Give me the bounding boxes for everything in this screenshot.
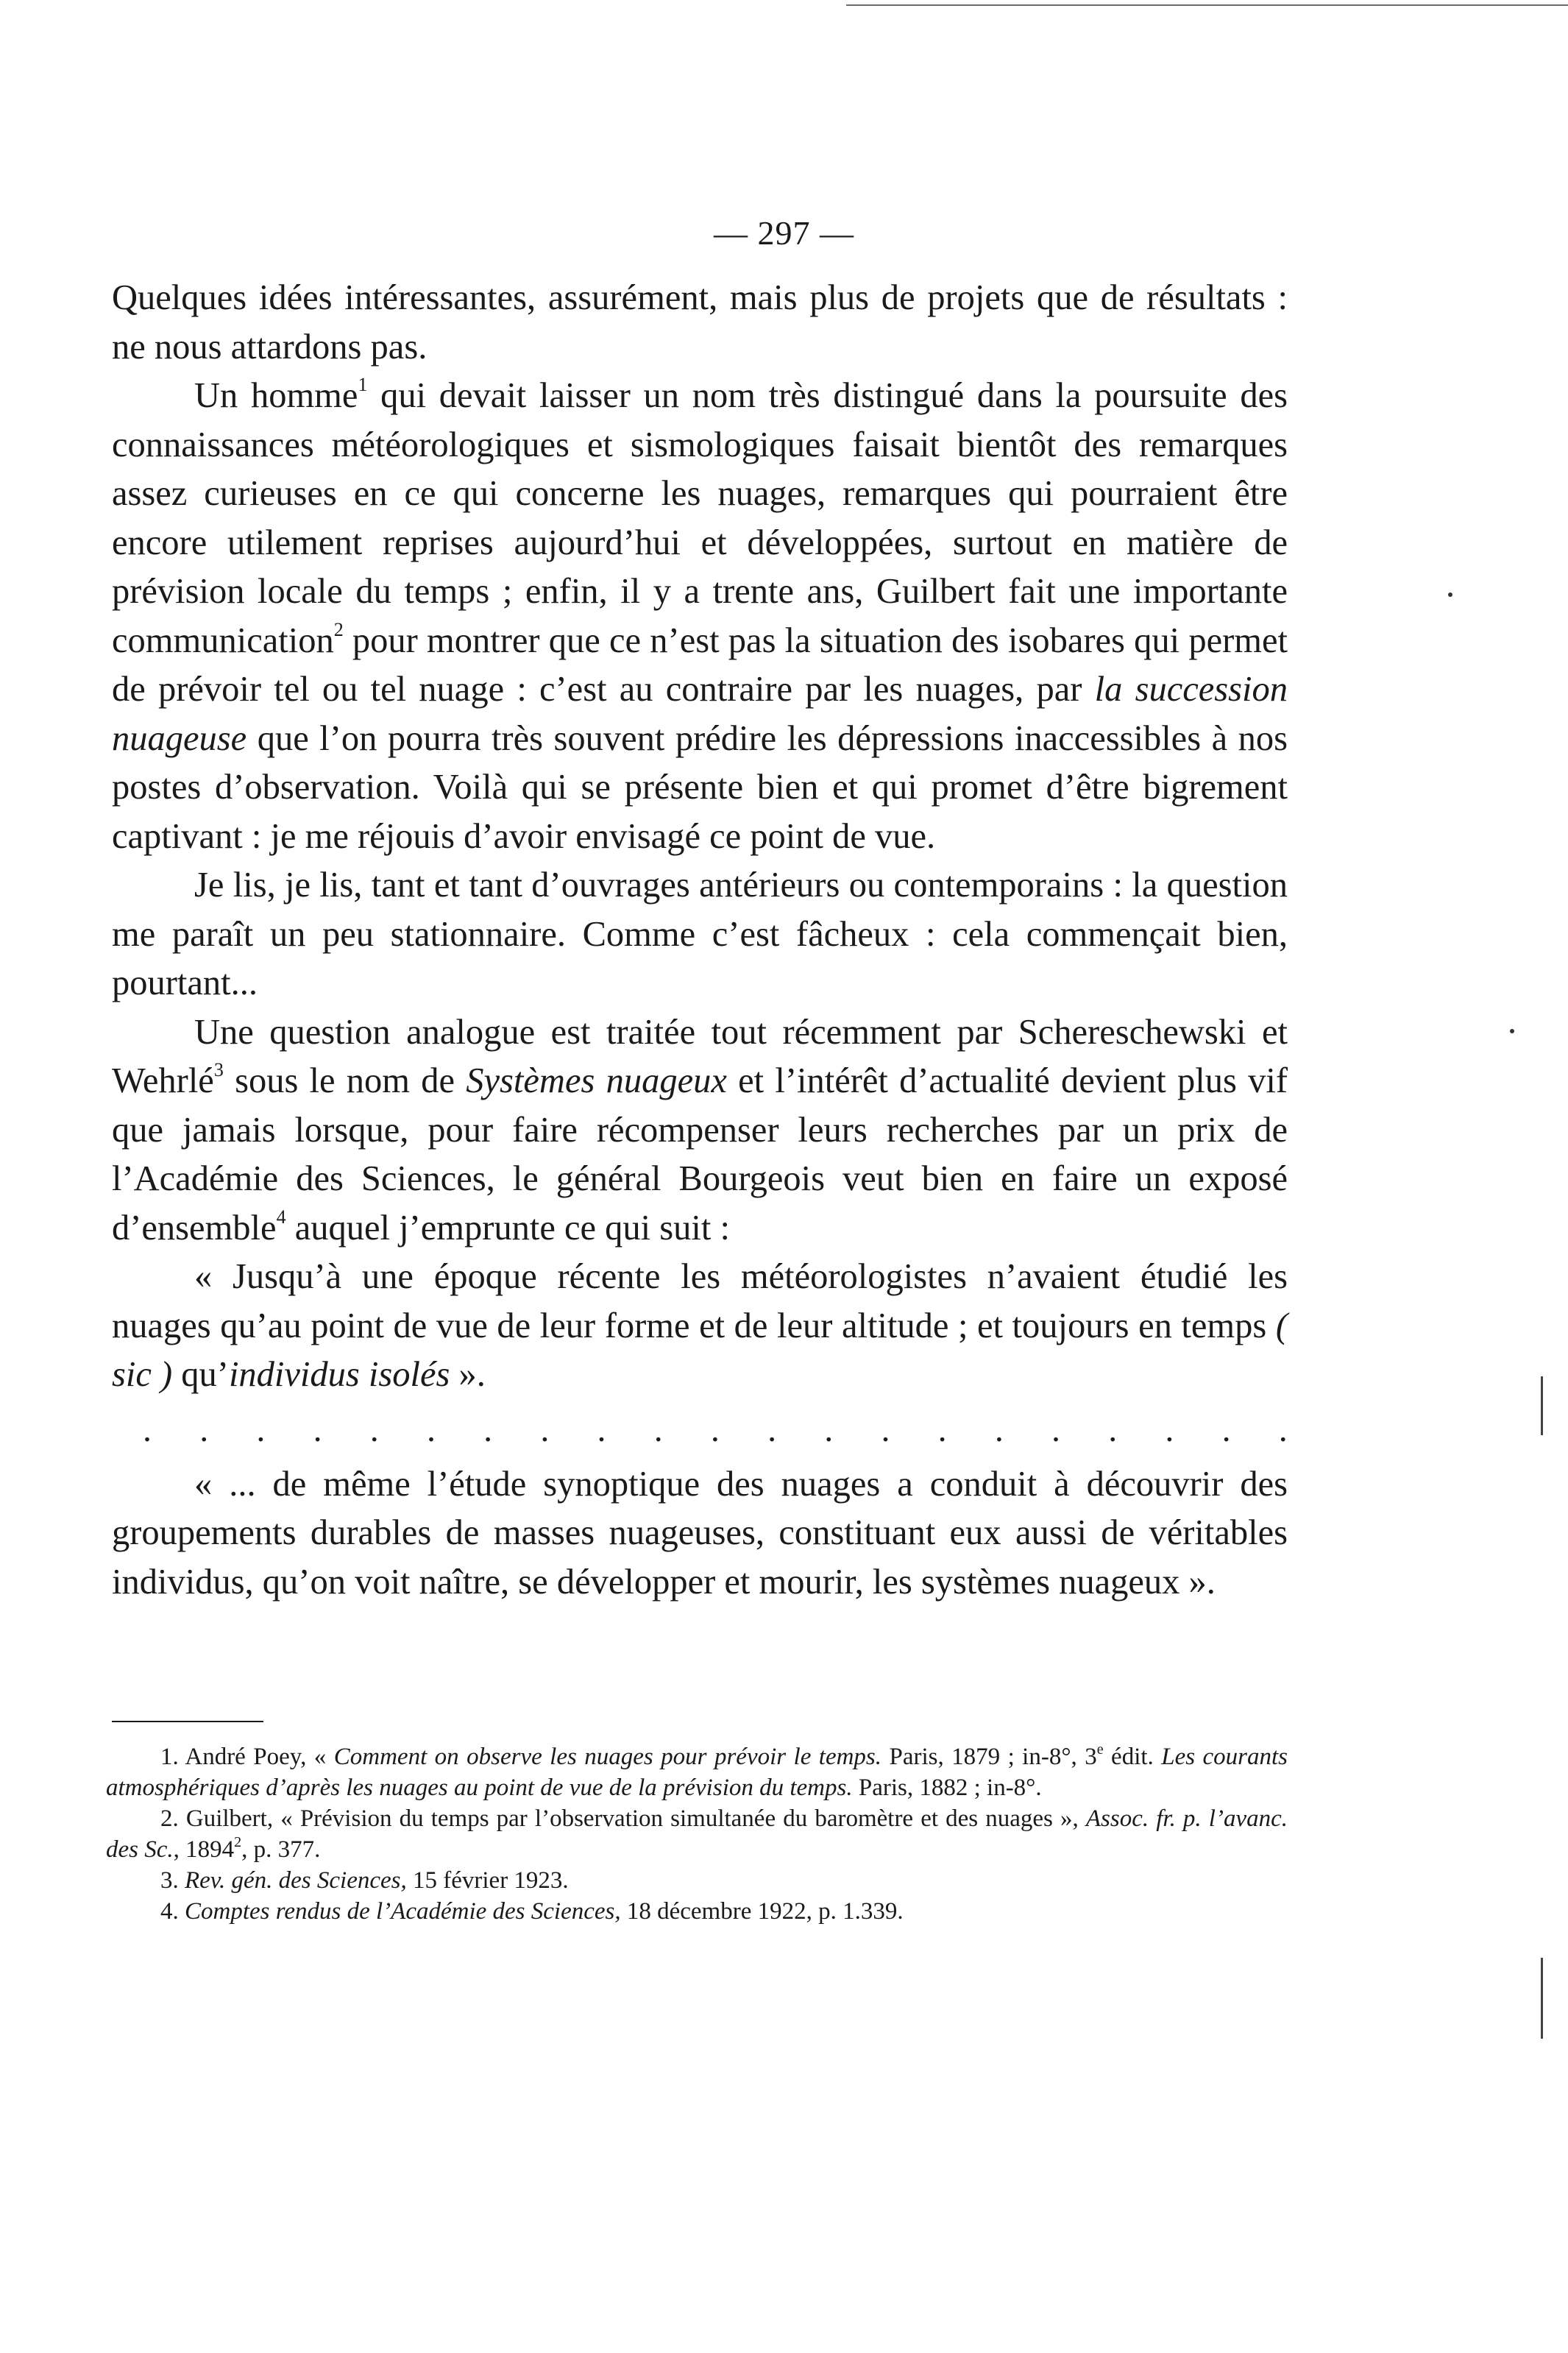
body-text <box>112 274 1288 1607</box>
scan-speck <box>1448 592 1452 597</box>
paragraph-2: Un homme$^1$ qui devait laisser un nom très distingué dans la poursuite des connaissances météorologiques et sismologiques faisait bientôt des remarques assez curieuses en ce qui concerne les nuages, remarques qui pourraient être encore utilement reprises aujourd’hui et développées, surtout en matière de prévision locale du temps ; enfin, il y a trente ans, Guilbert fait une importante communication$^2$ pour montrer que ce n’est pas la situation des isobares qui permet de prévoir tel ou tel nuage : c’est au contraire par les nuages, par la succession nuageuse que l’on pourra très souvent prédire les dépressions inaccessibles à nos postes d’observation. Voilà qui se présente bien et qui promet d’être bigrement captivant : je me réjouis d’avoir envisagé ce point de vue. <box>112 374 1288 856</box>
ellipsis-dots: . . . . . . . . . . . . . . . . . . . . . <box>143 1409 1288 1449</box>
footnote-ref-1[interactable]: 1 <box>358 374 368 395</box>
footnotes <box>106 1741 1288 1927</box>
footnote-1: 1. André Poey, « Comment on observe les nuages pour prévoir le temps. Paris, 1879 ; in-8°, 3e édit. Les courants atmosphériques d’après les nuages au point de vue de la prévision du temps. Paris, 1882 ; in-8°. <box>106 1741 1288 1801</box>
quote-1: « Jusqu’à une époque récente les météorologistes n’avaient étudié les nuages qu’au point de vue de leur forme et de leur altitude ; et toujours en temps ( sic ) qu’individus isolés ». <box>112 1257 1288 1394</box>
paragraph-1: Quelques idées intéressantes, assurément, mais plus de projets que de résultats : ne nous attardons pas. <box>112 278 1288 367</box>
scan-speck <box>1510 1029 1514 1033</box>
paragraph-4: Une question analogue est traitée tout récemment par Schereschewski et Wehrlé$^3$ sous le nom de Systèmes nuageux et l’intérêt d’actualité devient plus vif que jamais lorsque, pour faire récompenser leurs recherches par un prix de l’Académie des Sciences, le général Bourgeois veut bien en faire un exposé d’ensemble$^4$ auquel j’emprunte ce qui suit : <box>112 1012 1288 1248</box>
page-number: — 297 — <box>714 214 854 252</box>
footnote-4: 4. Comptes rendus de l’Académie des Sciences, 18 décembre 1922, p. 1.339. <box>160 1898 904 1925</box>
footnote-3: 3. Rev. gén. des Sciences, 15 février 1923. <box>160 1867 569 1894</box>
scan-margin-mark <box>1541 1376 1543 1435</box>
paragraph-3: Je lis, je lis, tant et tant d’ouvrages antérieurs ou contemporains : la question me paraît un peu stationnaire. Comme c’est fâcheux : cela commençait bien, pourtant... <box>112 866 1288 1002</box>
footnote-ref-2[interactable]: 2 <box>333 618 344 640</box>
footnote-ref-3[interactable]: 3 <box>213 1059 224 1080</box>
scan-margin-mark <box>1541 1958 1543 2039</box>
scan-edge-line <box>846 4 1568 6</box>
quote-2: « ... de même l’étude synoptique des nuages a conduit à découvrir des groupements durables de masses nuageuses, constituant eux aussi de véritables individus, qu’on voit naître, se développer et mourir, les systèmes nuageux ». <box>112 1464 1288 1602</box>
footnote-divider <box>112 1721 263 1722</box>
footnote-ref-4[interactable]: 4 <box>276 1206 286 1228</box>
footnote-2: 2. Guilbert, « Prévision du temps par l’observation simultanée du baromètre et des nuages », Assoc. fr. p. l’avanc. des Sc., 1894$^2$, p. 377. <box>106 1805 1288 1863</box>
